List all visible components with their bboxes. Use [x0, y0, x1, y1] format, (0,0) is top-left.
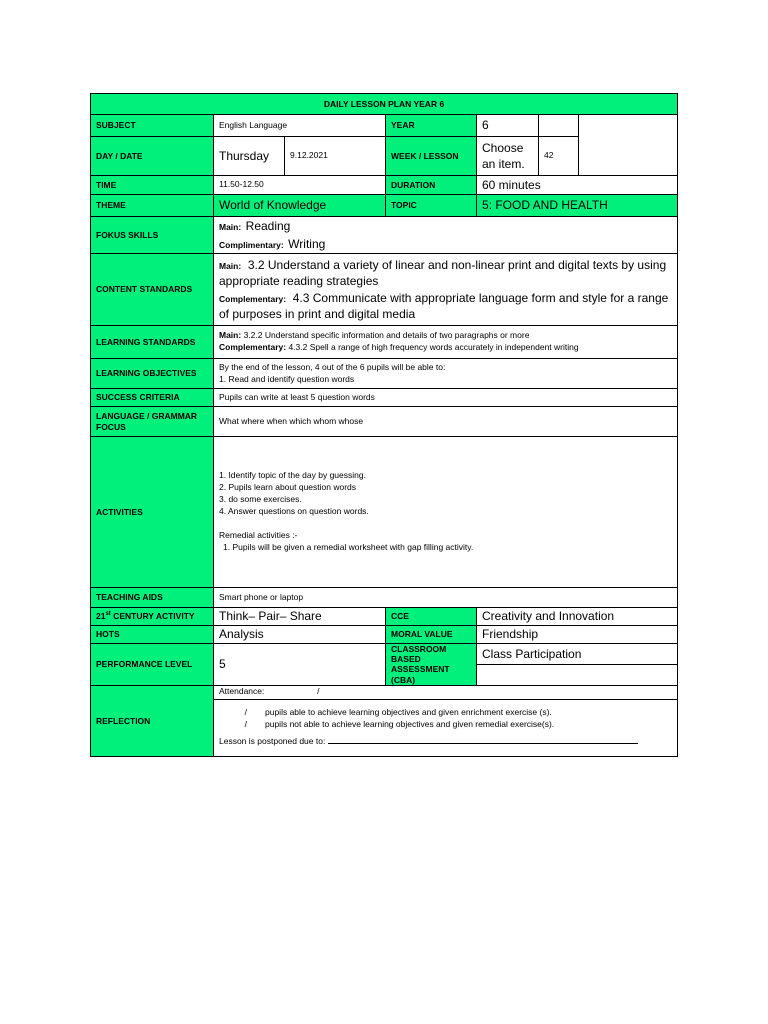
reflection-line-2: pupils not able to achieve learning objectives and given remedial exercise(s). — [265, 719, 555, 730]
success-criteria-label: SUCCESS CRITERIA — [91, 389, 214, 407]
learning-objectives-content — [214, 359, 678, 389]
year-value[interactable]: 6 — [477, 115, 539, 137]
activity-item[interactable]: 4. Answer questions on question words. — [219, 506, 369, 516]
time-label: TIME — [91, 176, 214, 195]
fokus-skills-label: FOKUS SKILLS — [91, 217, 214, 254]
duration-label: DURATION — [386, 176, 477, 195]
cs-comp-label: Complementary: — [219, 293, 287, 304]
cba-blank — [477, 664, 678, 685]
reflection-label: REFLECTION — [91, 685, 214, 756]
corner-blank — [579, 115, 678, 176]
performance-level-label: PERFORMANCE LEVEL — [91, 644, 214, 686]
postponed-field[interactable] — [328, 735, 638, 744]
cs-comp-value[interactable]: 4.3 Communicate with appropriate language form and style for a range of purposes in print and digital media — [219, 290, 669, 321]
ls-comp-value[interactable]: 4.3.2 Spell a range of high frequency words accurately in independent writing — [288, 342, 579, 352]
grammar-focus-value[interactable]: What where when which whom whose — [214, 407, 678, 437]
century-activity-label: 21st CENTURY ACTIVITY — [91, 608, 214, 626]
duration-value[interactable]: 60 minutes — [477, 176, 678, 195]
content-standards-label: CONTENT STANDARDS — [91, 254, 214, 326]
ls-main-label: Main: — [219, 330, 242, 341]
ls-main-value[interactable]: 3.2.2 Understand specific information and details of two paragraphs or more — [243, 330, 530, 341]
activity-item[interactable]: 1. Identify topic of the day by guessing. — [219, 470, 366, 481]
cs-main-value[interactable]: 3.2 Understand a variety of linear and non-linear print and digital texts by using appropriate reading strategies — [219, 258, 667, 289]
grammar-focus-label: LANGUAGE / GRAMMAR FOCUS — [91, 407, 214, 437]
lesson-value[interactable]: 42 — [539, 137, 579, 176]
remedial-item[interactable]: 1. Pupils will be given a remedial worksheet with gap filling activity. — [223, 541, 474, 552]
date-value[interactable]: 9.12.2021 — [285, 137, 386, 176]
remedial-title[interactable]: Remedial activities :- — [219, 529, 298, 540]
activity-item[interactable]: 2. Pupils learn about question words — [219, 482, 357, 493]
topic-label: TOPIC — [386, 195, 477, 217]
topic-value[interactable]: 5: FOOD AND HEALTH — [477, 195, 678, 217]
moral-value-label: MORAL VALUE — [386, 626, 477, 644]
time-value[interactable]: 11.50-12.50 — [214, 176, 386, 195]
week-lesson-label: WEEK / LESSON — [386, 137, 477, 176]
postponed-label: Lesson is postponed due to: — [219, 736, 326, 747]
cce-label: CCE — [386, 608, 477, 626]
year-label: YEAR — [386, 115, 477, 137]
century-activity-value[interactable]: Think– Pair– Share — [214, 608, 386, 626]
fokus-main-label: Main: — [219, 222, 242, 232]
teaching-aids-value[interactable]: Smart phone or laptop — [214, 588, 678, 608]
cba-label: CLASSROOM BASED ASSESSMENT (CBA) — [386, 644, 477, 686]
cba-value[interactable]: Class Participation — [477, 644, 678, 665]
ls-comp-label: Complementary: — [219, 342, 287, 352]
year-blank — [539, 115, 579, 137]
learning-standards-label: LEARNING STANDARDS — [91, 326, 214, 359]
reflection-slash-2[interactable]: / — [244, 719, 247, 730]
reflection-content — [214, 699, 678, 756]
fokus-comp-label: Complimentary: — [219, 240, 284, 250]
teaching-aids-label: TEACHING AIDS — [91, 588, 214, 608]
day-value[interactable]: Thursday — [214, 137, 285, 176]
theme-value[interactable]: World of Knowledge — [214, 195, 386, 217]
moral-value-value[interactable]: Friendship — [477, 626, 678, 644]
lo-line-2[interactable]: 1. Read and identify question words — [219, 373, 355, 384]
fokus-main-value[interactable]: Reading — [245, 219, 291, 233]
fokus-comp-value[interactable]: Writing — [288, 237, 326, 251]
attendance-row — [214, 685, 678, 699]
learning-objectives-label: LEARNING OBJECTIVES — [91, 359, 214, 389]
attendance-label: Attendance: — [219, 686, 265, 697]
lesson-plan-table — [90, 93, 678, 757]
theme-label: THEME — [91, 195, 214, 217]
cs-main-label: Main: — [219, 261, 242, 272]
reflection-line-1: pupils able to achieve learning objectives and given enrichment exercise (s). — [265, 707, 552, 718]
lo-line-1[interactable]: By the end of the lesson, 4 out of the 6 pupils will be able to: — [219, 361, 446, 372]
cce-value[interactable]: Creativity and Innovation — [477, 608, 678, 626]
hots-value[interactable]: Analysis — [214, 626, 386, 644]
day-date-label: DAY / DATE — [91, 137, 214, 176]
hots-label: HOTS — [91, 626, 214, 644]
fokus-skills-content — [214, 217, 678, 254]
content-standards-content — [214, 254, 678, 326]
success-criteria-value[interactable]: Pupils can write at least 5 question words — [214, 389, 678, 407]
subject-value[interactable]: English Language — [214, 115, 386, 137]
page-title: DAILY LESSON PLAN YEAR 6 — [91, 94, 678, 115]
week-select[interactable]: Choose an item. — [477, 137, 539, 176]
reflection-slash-1[interactable]: / — [244, 707, 247, 718]
attendance-slash[interactable]: / — [317, 686, 320, 697]
subject-label: SUBJECT — [91, 115, 214, 137]
activities-label: ACTIVITIES — [91, 437, 214, 588]
learning-standards-content — [214, 326, 678, 359]
activity-item[interactable]: 3. do some exercises. — [219, 494, 302, 505]
performance-level-value[interactable]: 5 — [214, 644, 386, 686]
activities-content — [214, 437, 678, 588]
